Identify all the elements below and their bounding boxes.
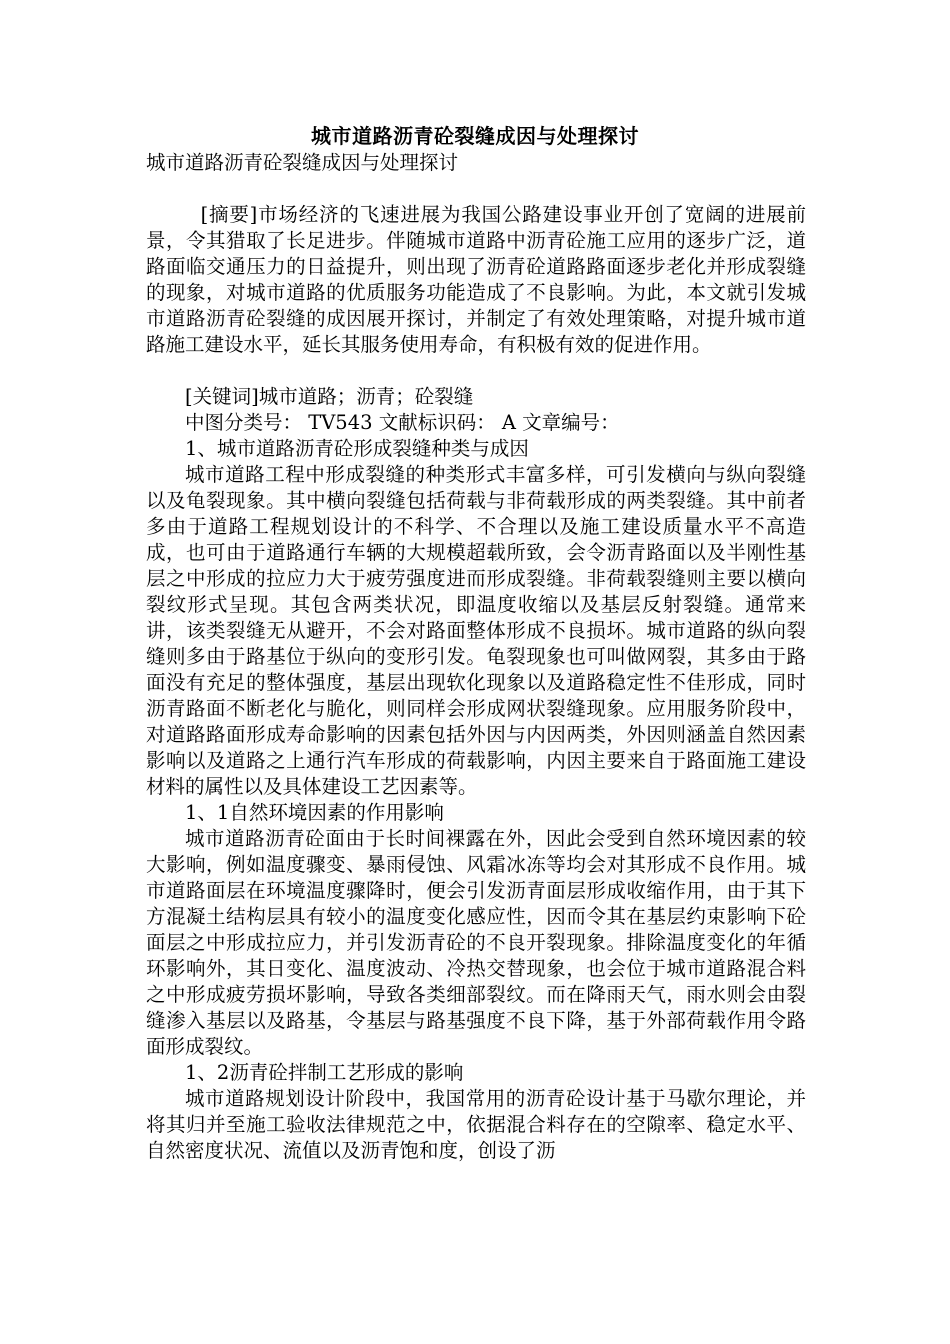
spacer — [146, 176, 806, 202]
section-1-1-heading: 1、1自然环境因素的作用影响 — [185, 801, 444, 824]
document-body — [146, 150, 806, 1164]
spacer — [146, 358, 806, 384]
abstract-paragraph: [摘要]市场经济的飞速进展为我国公路建设事业开创了宽阔的进展前景，令其猎取了长足进步。伴随城市道路中沥青砼施工应用的逐步广泛，道路面临交通压力的日益提升，则出现了沥青砼道路路面逐步老化并形成裂缝的现象，对城市道路的优质服务功能造成了不良影响。为此，本文就引发城市道路沥青砼裂缝的成因展开探讨，并制定了有效处理策略，对提升城市道路施工建设水平，延长其服务使用寿命，有积极有效的促进作用。 — [146, 203, 806, 356]
section-1-heading: 1、城市道路沥青砼形成裂缝种类与成因 — [185, 437, 529, 460]
section-1-2-heading: 1、2沥青砼拌制工艺形成的影响 — [185, 1061, 464, 1084]
document-title: 城市道路沥青砼裂缝成因与处理探讨 — [311, 124, 639, 148]
section-1-2-paragraph: 城市道路规划设计阶段中，我国常用的沥青砼设计基于马歇尔理论，并将其归并至施工验收法律规范之中，依据混合料存在的空隙率、稳定水平、自然密度状况、流值以及沥青饱和度，创设了沥 — [146, 1087, 806, 1162]
keywords-line: [关键词]城市道路；沥青；砼裂缝 — [185, 385, 474, 408]
section-1-1-paragraph: 城市道路沥青砼面由于长时间裸露在外，因此会受到自然环境因素的较大影响，例如温度骤变、暴雨侵蚀、风霜冰冻等均会对其形成不良作用。城市道路面层在环境温度骤降时，便会引发沥青面层形成收缩作用，由于其下方混凝土结构层具有较小的温度变化感应性，因而令其在基层约束影响下砼面层之中形成拉应力，并引发沥青砼的不良开裂现象。排除温度变化的年循环影响外，其日变化、温度波动、冷热交替现象，也会位于城市道路混合料之中形成疲劳损坏影响，导致各类细部裂纹。而在降雨天气，雨水则会由裂缝渗入基层以及路基，令基层与路基强度不良下降，基于外部荷载作用令路面形成裂纹。 — [146, 827, 806, 1058]
classification-line: 中图分类号： TV543 文献标识码： A 文章编号： — [185, 411, 620, 434]
section-1-paragraph: 城市道路工程中形成裂缝的种类形式丰富多样，可引发横向与纵向裂缝以及龟裂现象。其中横向裂缝包括荷载与非荷载形成的两类裂缝。其中前者多由于道路工程规划设计的不科学、不合理以及施工建设质量水平不高造成，也可由于道路通行车辆的大规模超载所致，会令沥青路面以及半刚性基层之中形成的拉应力大于疲劳强度进而形成裂缝。非荷载裂缝则主要以横向裂纹形式呈现。其包含两类状况，即温度收缩以及基层反射裂缝。通常来讲，该类裂缝无从避开，不会对路面整体形成不良损坏。城市道路的纵向裂缝则多由于路基位于纵向的变形引发。龟裂现象也可叫做网裂，其多由于路面没有充足的整体强度，基层出现软化现象以及道路稳定性不佳形成，同时沥青路面不断老化与脆化，则同样会形成网状裂缝现象。应用服务阶段中，对道路路面形成寿命影响的因素包括外因与内因两类，外因则涵盖自然因素影响以及道路之上通行汽车形成的荷载影响，内因主要来自于路面施工建设材料的属性以及具体建设工艺因素等。 — [146, 463, 806, 798]
document-subtitle: 城市道路沥青砼裂缝成因与处理探讨 — [146, 151, 459, 174]
